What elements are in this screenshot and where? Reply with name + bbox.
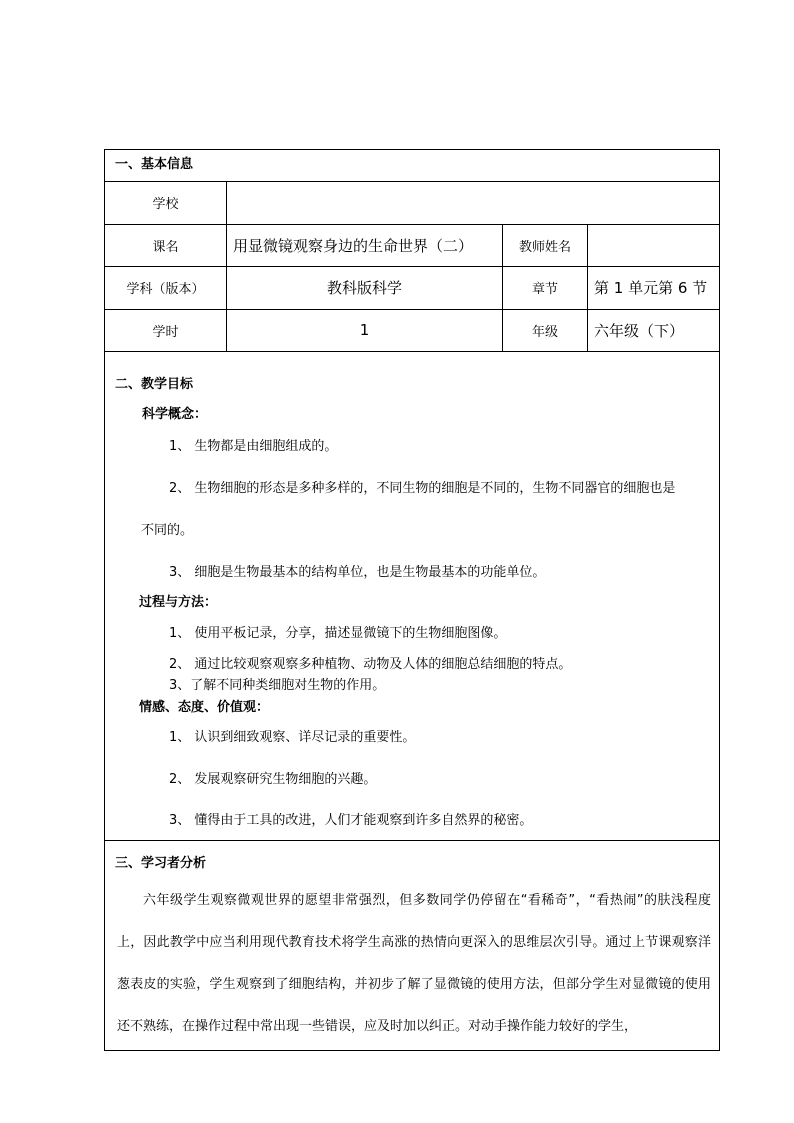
attitude-heading: 情感、态度、价值观： xyxy=(139,700,270,715)
period-value: 1 xyxy=(359,321,370,339)
subject-value: 教科版科学 xyxy=(326,279,402,297)
subject-label: 学科（版本） xyxy=(126,282,205,297)
concept-item-continuation: 不同的。 xyxy=(141,523,194,538)
school-label: 学校 xyxy=(152,197,179,212)
concept-item: 1、 生物都是由细胞组成的。 xyxy=(169,439,338,454)
process-item: 3、了解不同种类细胞对生物的作用。 xyxy=(169,678,386,693)
section-title-objectives: 二、教学目标 xyxy=(115,377,194,392)
lesson-plan-form xyxy=(104,149,720,1051)
lesson-name-value: 用显微镜观察身边的生命世界（二） xyxy=(233,236,474,255)
process-heading: 过程与方法： xyxy=(139,595,218,610)
grade-value: 六年级（下） xyxy=(594,321,685,340)
learner-analysis-paragraph: 六年级学生观察微观世界的愿望非常强烈，但多数同学仍停留在“看稀奇”，“看热闹”的肤浅程度上，因此教学中应当利用现代教育技术将学生高涨的热情向更深入的思维层次引导。通过上节课观察洋葱表皮的实验，学生观察到了细胞结构，并初步了解了显微镜的使用方法，但部分学生对显微镜的使用还不熟练，在操作过程中常出现一些错误，应及时加以纠正。对动手操作能力较好的学生， xyxy=(117,893,711,1034)
grade-label: 年级 xyxy=(531,324,558,340)
section-title-learner-analysis: 三、学习者分析 xyxy=(115,856,207,871)
concept-heading: 科学概念： xyxy=(142,407,208,422)
attitude-item: 2、 发展观察研究生物细胞的兴趣。 xyxy=(169,772,377,787)
attitude-item: 1、 认识到细致观察、详尽记录的重要性。 xyxy=(169,730,416,745)
divider xyxy=(105,351,719,352)
teacher-field[interactable] xyxy=(588,224,719,266)
period-label: 学时 xyxy=(152,324,179,340)
chapter-label: 章节 xyxy=(531,282,558,297)
chapter-value: 第 1 单元第 6 节 xyxy=(594,279,708,297)
divider xyxy=(105,840,719,841)
section-title-basic-info: 一、基本信息 xyxy=(115,157,194,172)
concept-item: 3、 细胞是生物最基本的结构单位，也是生物最基本的功能单位。 xyxy=(169,565,546,580)
process-item: 2、 通过比较观察观察多种植物、动物及人体的细胞总结细胞的特点。 xyxy=(169,657,572,672)
concept-item: 2、 生物细胞的形态是多种多样的，不同生物的细胞是不同的，生物不同器官的细胞也是 xyxy=(169,481,676,496)
teacher-label: 教师姓名 xyxy=(518,239,571,255)
process-item: 1、 使用平板记录，分享，描述显微镜下的生物细胞图像。 xyxy=(169,626,507,641)
lesson-label: 课名 xyxy=(152,239,179,255)
school-field[interactable] xyxy=(227,181,723,224)
attitude-item: 3、 懂得由于工具的改进，人们才能观察到许多自然界的秘密。 xyxy=(169,813,533,828)
